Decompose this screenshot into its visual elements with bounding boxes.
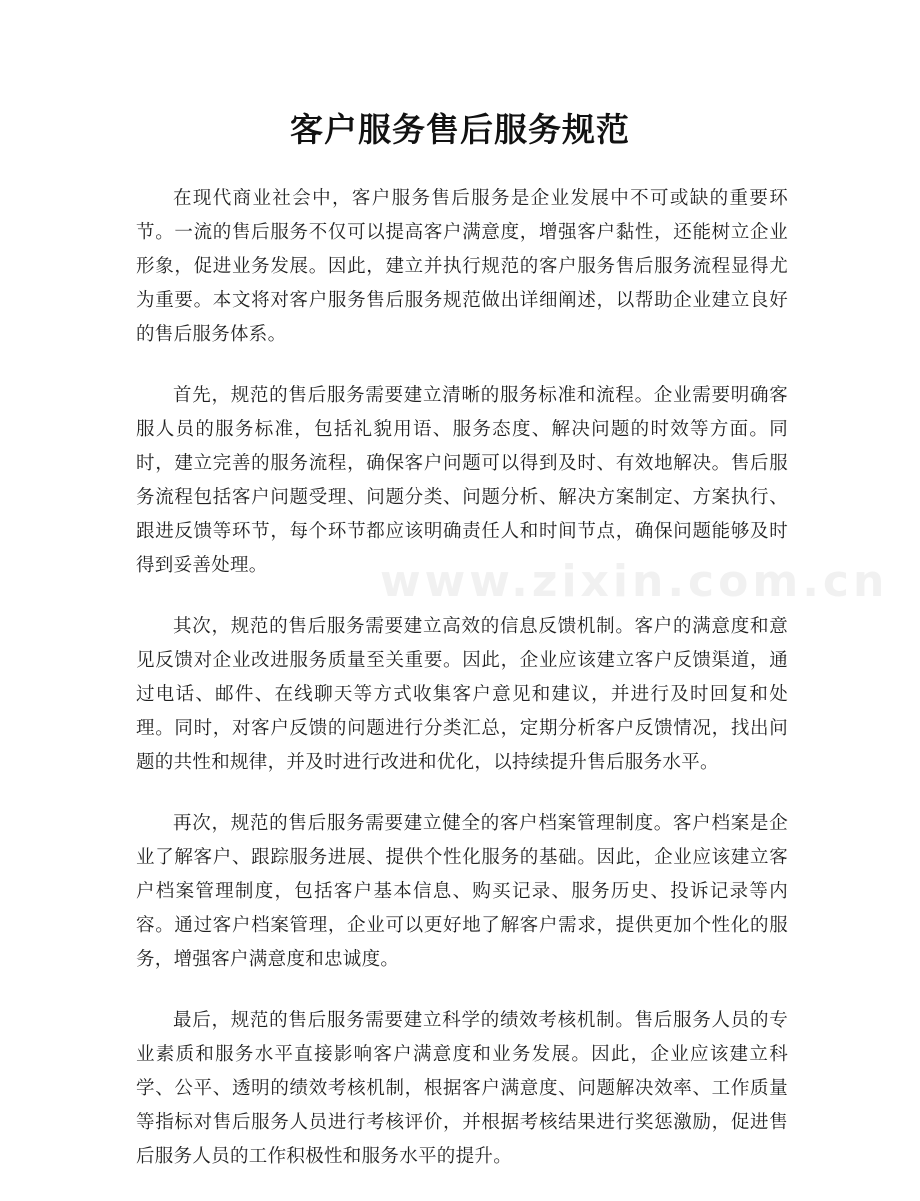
paragraph-last: 最后，规范的售后服务需要建立科学的绩效考核机制。售后服务人员的专业素质和服务水平直接影响客户满意度和业务发展。因此，企业应该建立科学、公平、透明的绩效考核机制，根据客户满意度、问题解决效率、工作质量等指标对售后服务人员进行考核评价，并根据考核结果进行奖惩激励，促进售后服务人员的工作积极性和服务水平的提升。: [136, 1010, 788, 1167]
paragraph-intro: 在现代商业社会中，客户服务售后服务是企业发展中不可或缺的重要环节。一流的售后服务不仅可以提高客户满意度，增强客户黏性，还能树立企业形象，促进业务发展。因此，建立并执行规范的客户服务售后服务流程显得尤为重要。本文将对客户服务售后服务规范做出详细阐述，以帮助企业建立良好的售后服务体系。: [136, 188, 788, 345]
paragraph-second: 其次，规范的售后服务需要建立高效的信息反馈机制。客户的满意度和意见反馈对企业改进服务质量至关重要。因此，企业应该建立客户反馈渠道，通过电话、邮件、在线聊天等方式收集客户意见和建议，并进行及时回复和处理。同时，对客户反馈的问题进行分类汇总，定期分析客户反馈情况，找出问题的共性和规律，并及时进行改进和优化，以持续提升售后服务水平。: [136, 616, 788, 773]
paragraph-third: 再次，规范的售后服务需要建立健全的客户档案管理制度。客户档案是企业了解客户、跟踪服务进展、提供个性化服务的基础。因此，企业应该建立客户档案管理制度，包括客户基本信息、购买记录、服务历史、投诉记录等内容。通过客户档案管理，企业可以更好地了解客户需求，提供更加个性化的服务，增强客户满意度和忠诚度。: [136, 813, 788, 970]
document-body: [136, 182, 889, 1201]
watermark: www.zixin.com.cn: [380, 556, 889, 607]
paragraph-first: 首先，规范的售后服务需要建立清晰的服务标准和流程。企业需要明确客服人员的服务标准，包括礼貌用语、服务态度、解决问题的时效等方面。同时，建立完善的服务流程，确保客户问题可以得到及时、有效地解决。售后服务流程包括客户问题受理、问题分类、问题分析、解决方案制定、方案执行、跟进反馈等环节，每个环节都应该明确责任人和时间节点，确保问题能够及时得到妥善处理。: [136, 385, 788, 576]
document-title: 客户服务售后服务规范: [290, 110, 630, 149]
